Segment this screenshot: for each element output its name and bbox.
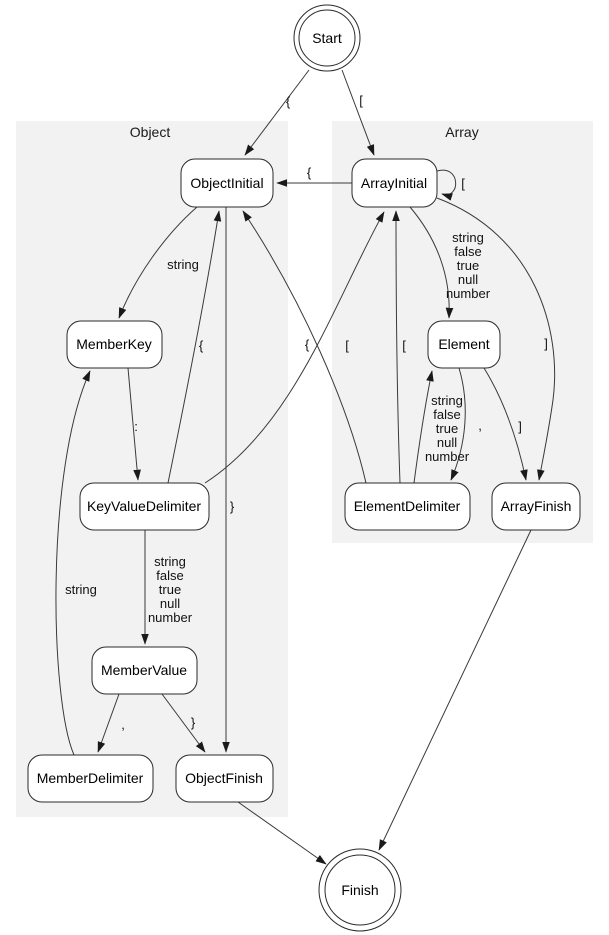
node-key-value-delimiter (80, 483, 209, 530)
edge-label-arrayinitial-arrayfinish-close-bracket: ] (544, 336, 548, 351)
node-array-finish (492, 483, 580, 530)
edge-label-membervalue-objectfinish-close-brace: } (190, 715, 196, 730)
object-initial-label: ObjectInitial (190, 175, 264, 191)
value-token-false: false (156, 568, 184, 583)
member-key-label: MemberKey (76, 336, 152, 352)
value-token-true: true (158, 582, 182, 597)
edge-label-arrayinitial-self-open-bracket: [ (461, 176, 465, 191)
cluster-object-label: Object (129, 124, 171, 140)
member-value-label: MemberValue (100, 662, 188, 678)
edge-label-objectinitial-memberkey-string: string (167, 257, 199, 272)
edge-label-objectinitial-objectfinish-close-brace: } (229, 499, 235, 514)
edge-label-keyvaluedelimiter-arrayinitial-open-bracket: [ (345, 338, 349, 353)
node-object-finish (176, 755, 273, 802)
value-token-true: true (456, 258, 480, 273)
value-token-string: string (431, 393, 463, 408)
edge-label-arrayinitial-objectinitial-open-brace: { (306, 165, 312, 180)
value-token-number: number (445, 286, 491, 301)
start-label: Start (312, 30, 342, 46)
value-token-false: false (454, 244, 482, 259)
key-value-delimiter-label: KeyValueDelimiter (86, 498, 202, 514)
node-start (294, 5, 360, 71)
finish-label: Finish (341, 882, 379, 898)
edge-label-start-object-open-brace: { (285, 94, 291, 109)
node-finish (319, 849, 401, 931)
node-element-delimiter (345, 483, 470, 530)
value-token-string: string (154, 554, 186, 569)
edge-label-elementdelimiter-arrayinitial-open-bracket: [ (402, 338, 406, 353)
element-delimiter-label: ElementDelimiter (353, 498, 461, 514)
value-token-null: null (159, 596, 181, 611)
node-object-initial (181, 159, 273, 207)
edge-label-keyvaluedelimiter-objectinitial-open-brace: { (198, 338, 204, 353)
value-token-number: number (424, 449, 470, 464)
node-member-key (67, 321, 162, 368)
element-label: Element (438, 336, 490, 352)
value-token-null: null (436, 435, 458, 450)
node-array-initial (352, 159, 437, 207)
edge-label-membervalue-memberdelimiter-comma: , (121, 717, 125, 732)
edge-label-start-array-open-bracket: [ (359, 93, 363, 108)
value-token-false: false (433, 407, 461, 422)
array-finish-label: ArrayFinish (500, 498, 572, 514)
cluster-object (16, 121, 288, 817)
node-element (428, 321, 500, 368)
value-token-true: true (435, 421, 459, 436)
node-member-value (92, 647, 197, 694)
cluster-object-background (16, 121, 288, 817)
object-finish-label: ObjectFinish (185, 770, 263, 786)
array-initial-label: ArrayInitial (360, 175, 428, 191)
edge-label-elementdelimiter-objectinitial-open-brace: { (304, 337, 310, 352)
edge-label-memberdelimiter-memberkey-string: string (65, 582, 97, 597)
value-token-string: string (452, 230, 484, 245)
edge-label-element-arrayfinish-close-bracket: ] (518, 419, 522, 434)
value-token-null: null (457, 272, 479, 287)
edge-array-finish-to-finish (379, 530, 531, 850)
cluster-array-label: Array (445, 124, 479, 140)
member-delimiter-label: MemberDelimiter (36, 770, 144, 786)
edge-label-element-elementdelimiter-comma: , (478, 418, 482, 433)
edge-label-memberkey-keyvaluedelimiter-colon: : (134, 419, 138, 434)
value-token-number: number (147, 610, 193, 625)
node-member-delimiter (28, 755, 153, 802)
